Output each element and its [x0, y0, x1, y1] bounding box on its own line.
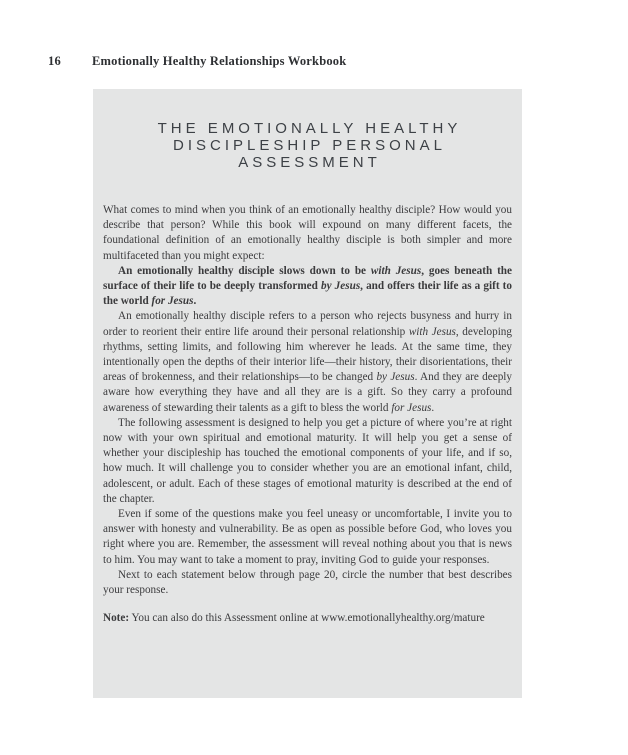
paragraph-instructions: Next to each statement below through page 20, circle the number that best describes your response.: [103, 568, 512, 597]
expansion-run-with-jesus: with Jesus: [408, 325, 456, 338]
page-header: [48, 54, 528, 69]
assessment-title-line-2: DISCIPLESHIP PERSONAL: [173, 137, 446, 154]
assessment-body: [103, 203, 512, 626]
definition-run-by-jesus: by Jesus: [321, 280, 361, 293]
expansion-run-by-jesus: by Jesus: [376, 371, 415, 384]
paragraph-honesty: Even if some of the questions make you feel uneasy or uncomfortable, I invite you to answer with honesty and vulnerability. Be as open as possible before God, who loves you right where you are. Remember, the assessment will reveal nothing about you that is news to him. You may want to take a moment to pray, inviting God to guide your responses.: [103, 508, 512, 566]
assessment-title-line-1: THE EMOTIONALLY HEALTHY: [157, 120, 462, 137]
expansion-run-2: , developing rhythms, setting limits, and following him wherever he leads. At the same time, they intentionally open the depths of their interior life—their history, their disorientations, their areas of brokenness, and their relationships—to be changed: [103, 325, 512, 384]
expansion-run-1: An emotionally healthy disciple refers to a person who rejects busyness and hurry in order to reorient their entire life around their personal relationship: [103, 310, 512, 338]
definition-run-2: , goes beneath the surface of their life to be deeply transformed: [103, 264, 512, 293]
paragraph-intro: What comes to mind when you think of an emotionally healthy disciple? How would you describe that person? While this book will expound on many different facets, the foundational definition of an emotionally healthy disciple is both simpler and more multifaceted than you might expect:: [103, 204, 512, 262]
note-text: You can also do this Assessment online at www.emotionallyhealthy.org/mature: [129, 612, 485, 625]
assessment-title-line-3: ASSESSMENT: [238, 154, 381, 171]
expansion-run-for-jesus: for Jesus: [391, 401, 432, 414]
note: [103, 611, 512, 626]
paragraph-definition: [103, 264, 512, 310]
assessment-box: [93, 89, 522, 698]
book-title: Emotionally Healthy Relationships Workbook: [92, 54, 347, 68]
page-number: 16: [48, 54, 61, 68]
expansion-run-4: .: [431, 401, 435, 414]
paragraph-assessment-purpose: The following assessment is designed to help you get a picture of where you’re at right now with your own spiritual and emotional maturity. It will help you get a sense of whether your discipleship has touched the emotional components of your life, and if so, how much. It will challenge you to consider whether you are an emotional infant, child, adolescent, or adult. Each of these stages of emotional maturity is described at the end of the chapter.: [103, 416, 512, 505]
definition-run-with-jesus: with Jesus: [370, 264, 422, 277]
definition-run-1: An emotionally healthy disciple slows down to be: [118, 264, 371, 277]
definition-run-3: , and offers their life as a gift to the world: [103, 280, 512, 308]
assessment-title: [103, 120, 512, 171]
expansion-run-3: . And they are deeply aware how everything they have and all they are is a gift. So they carry a profound awareness of stewarding their talents as a gift to bless the world: [103, 371, 512, 414]
note-label: Note:: [103, 612, 130, 625]
paragraph-expansion: [103, 309, 512, 415]
definition-run-4: .: [193, 295, 197, 308]
definition-run-for-jesus: for Jesus: [151, 295, 194, 308]
